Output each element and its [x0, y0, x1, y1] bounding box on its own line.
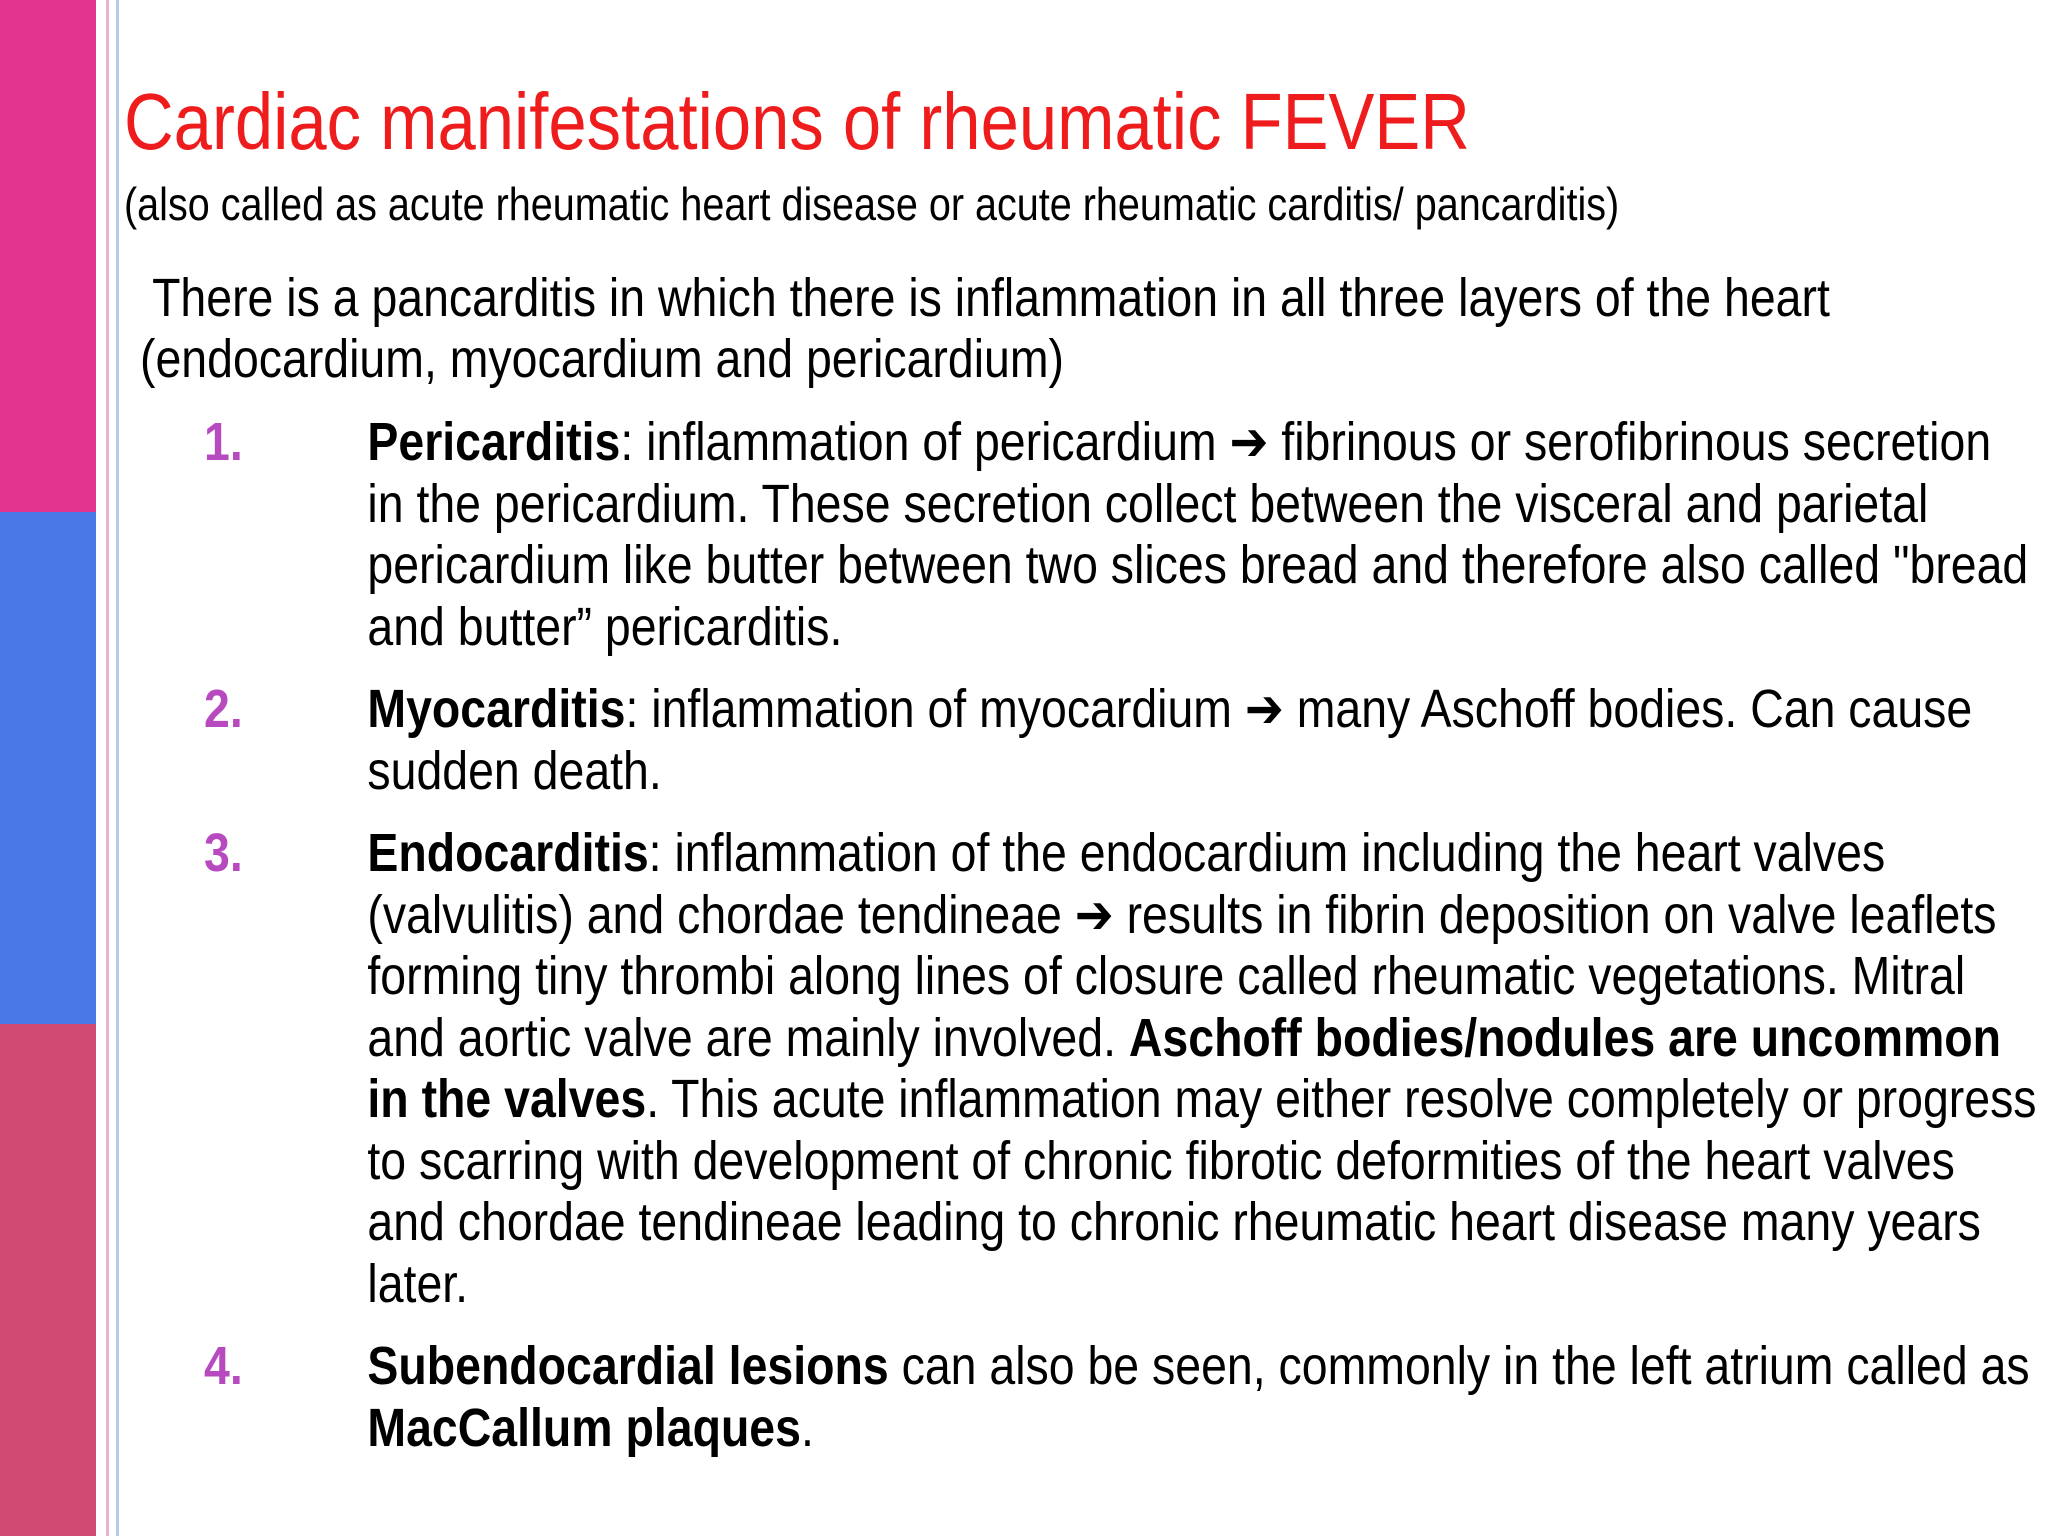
- intro-paragraph: [140, 268, 1912, 390]
- slide-title: Cardiac manifestations of rheumatic FEVER: [124, 77, 1470, 166]
- item-number: 3.: [204, 823, 243, 883]
- item-term: Pericarditis: [367, 412, 621, 472]
- item-line: pericardium like butter between two slices bread and therefore also called "bread: [367, 535, 2029, 595]
- item-line: and chordae tendineae leading to chronic rheumatic heart disease many years: [367, 1192, 1981, 1252]
- item-text: many Aschoff bodies. Can cause: [1283, 679, 1973, 739]
- item-line: forming tiny thrombi along lines of closure called rheumatic vegetations. Mitral: [367, 946, 1966, 1006]
- item-line: to scarring with development of chronic fibrotic deformities of the heart valves: [367, 1130, 1955, 1191]
- list-item-pericarditis: [204, 412, 2029, 658]
- item-emphasis: Aschoff bodies/nodules are uncommon: [1128, 1007, 2002, 1068]
- item-line: in the pericardium. These secretion collect between the visceral and parietal: [367, 473, 1929, 534]
- side-line-blue: [116, 0, 119, 1536]
- side-bar-pink: [0, 0, 96, 512]
- intro-line-2: (endocardium, myocardium and pericardium): [140, 329, 1065, 389]
- item-number: 1.: [204, 412, 243, 472]
- item-line: [367, 884, 1997, 947]
- item-text: can also be seen, commonly in the left atrium called as: [888, 1336, 2030, 1396]
- list-item-myocarditis: [204, 679, 1976, 802]
- item-text: .: [800, 1397, 814, 1458]
- item-emphasis: in the valves: [367, 1069, 647, 1129]
- item-term: Endocarditis: [367, 823, 649, 883]
- item-text: . This acute inflammation may either resolve completely or progress: [646, 1069, 2037, 1129]
- item-line: [367, 1398, 1975, 1460]
- side-bar-rose: [0, 1024, 96, 1536]
- item-line: [367, 823, 1975, 885]
- arrow-icon: ➔: [1074, 884, 1114, 945]
- side-line-pink: [106, 0, 109, 1536]
- item-line: [367, 1007, 2002, 1070]
- item-line: sudden death.: [367, 740, 662, 801]
- item-text: : inflammation of pericardium: [620, 412, 1230, 472]
- side-bar-blue: [0, 512, 96, 1024]
- item-text: fibrinous or serofibrinous secretion: [1268, 412, 1992, 472]
- arrow-icon: ➔: [1244, 679, 1284, 739]
- manifestations-list: [204, 412, 2037, 1480]
- item-line: [367, 1336, 2030, 1398]
- intro-line-1: There is a pancarditis in which there is inflammation in all three layers of the heart: [140, 268, 1830, 328]
- item-line: and butter” pericarditis.: [367, 596, 843, 657]
- item-text: : inflammation of the endocardium including the heart valves: [648, 823, 1886, 883]
- item-number: 2.: [204, 679, 243, 739]
- item-text: results in fibrin deposition on valve leaflets: [1113, 884, 1997, 945]
- item-text: and aortic valve are mainly involved.: [367, 1007, 1129, 1068]
- item-line: [367, 679, 1975, 741]
- item-line: later.: [367, 1253, 469, 1314]
- list-item-subendocardial: [204, 1336, 2030, 1459]
- item-number: 4.: [204, 1336, 243, 1396]
- list-item-endocarditis: [204, 823, 2037, 1315]
- item-text: (valvulitis) and chordae tendineae: [367, 884, 1075, 945]
- item-emphasis: MacCallum plaques: [367, 1397, 801, 1458]
- item-line: [367, 412, 1992, 474]
- slide-subtitle: (also called as acute rheumatic heart disease or acute rheumatic carditis/ pancarditis): [124, 178, 1620, 230]
- item-line: [367, 1069, 2037, 1131]
- arrow-icon: ➔: [1229, 412, 1269, 472]
- item-term: Myocarditis: [367, 679, 626, 739]
- item-term: Subendocardial lesions: [367, 1336, 889, 1396]
- item-text: : inflammation of myocardium: [625, 679, 1245, 739]
